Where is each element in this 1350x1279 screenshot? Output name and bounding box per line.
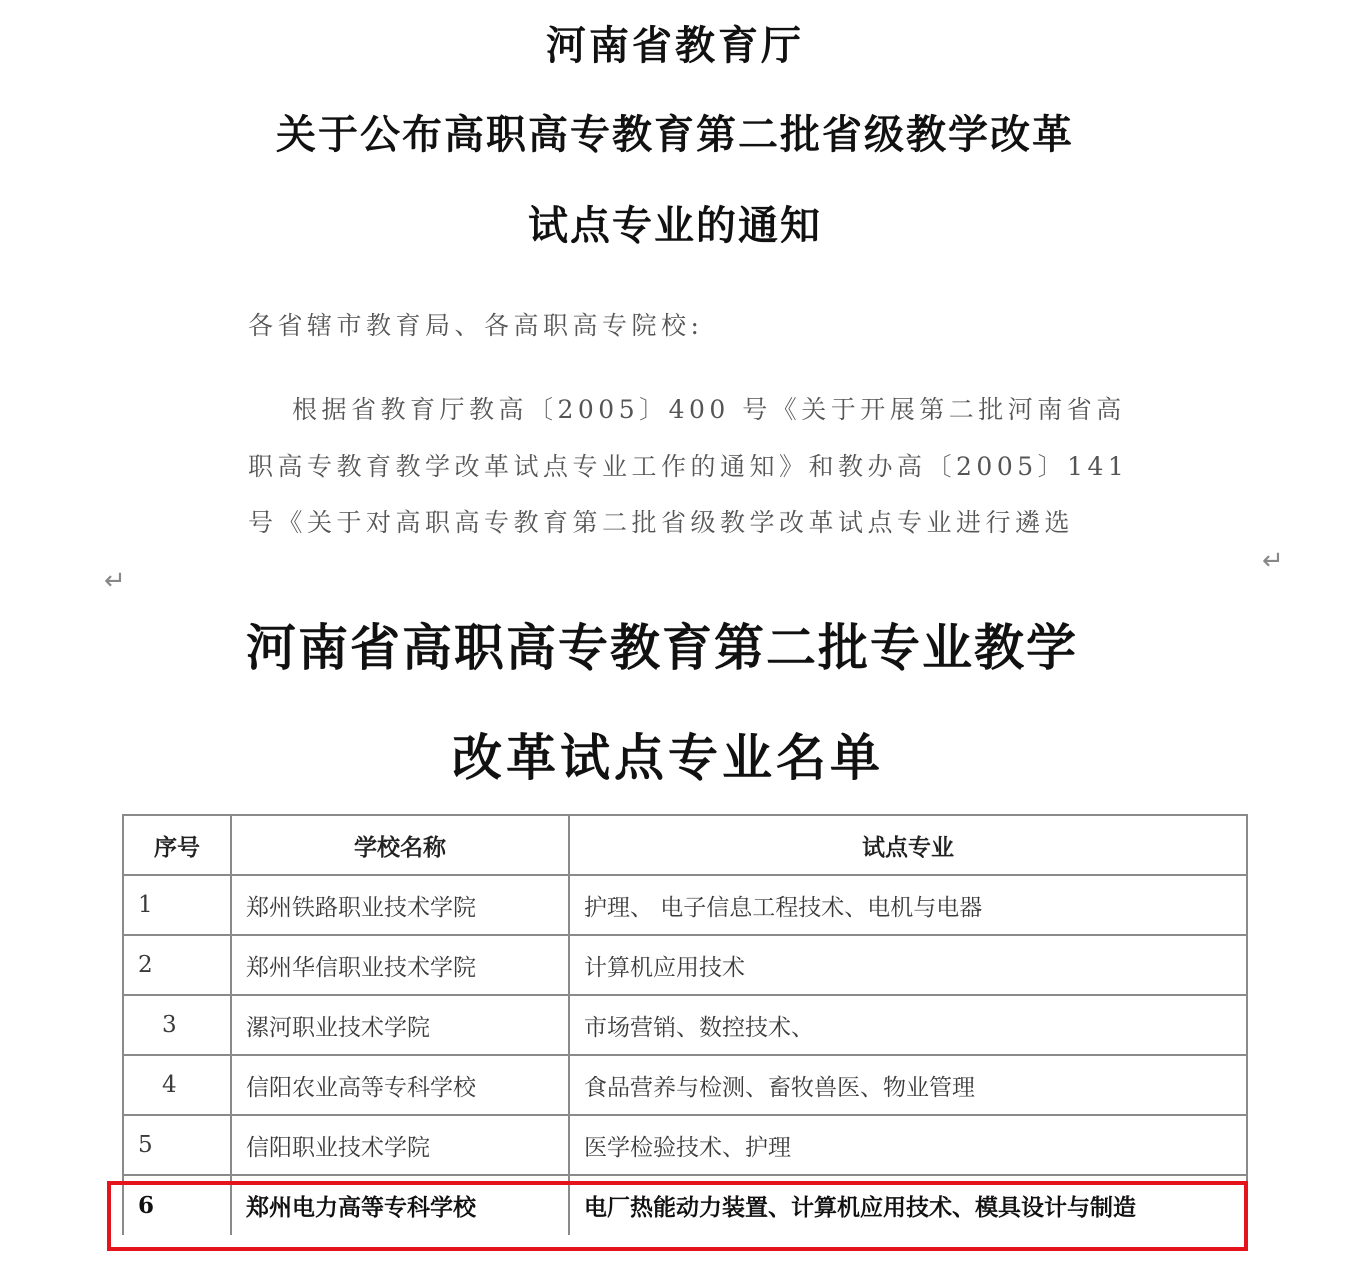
pilot-majors-table [122,814,1248,1235]
row-majors: 计算机应用技术 [569,935,1247,995]
paragraph-return-icon: ↵ [1262,546,1284,576]
row-school: 漯河职业技术学院 [231,995,569,1055]
list-title-line-2: 改革试点专业名单 [452,729,884,787]
paragraph-return-icon: ↵ [104,566,126,596]
row-index: 4 [123,1055,231,1115]
row-school: 信阳职业技术学院 [231,1115,569,1175]
salutation: 各省辖市教育局、各高职高专院校: [248,311,704,340]
row-school: 郑州铁路职业技术学院 [231,875,569,935]
table-row-highlighted [123,1175,1247,1235]
table-row [123,875,1247,935]
row-majors: 电厂热能动力装置、计算机应用技术、模具设计与制造 [569,1175,1247,1235]
header-school: 学校名称 [231,815,569,875]
issuer-heading: 河南省教育厅 [546,23,804,69]
row-index: 5 [123,1115,231,1175]
paragraph-line-1: 根据省教育厅教高〔2005〕400 号《关于开展第二批河南省高 [292,395,1126,424]
row-majors: 医学检验技术、护理 [569,1115,1247,1175]
paragraph-line-3: 号《关于对高职高专教育第二批省级教学改革试点专业进行遴选 [248,508,1075,537]
list-title-line-1: 河南省高职高专教育第二批专业教学 [246,619,1078,677]
table-row [123,995,1247,1055]
notice-title-line-1: 关于公布高职高专教育第二批省级教学改革 [276,112,1074,158]
row-school: 郑州电力高等专科学校 [231,1175,569,1235]
notice-title-line-2: 试点专业的通知 [528,203,822,249]
table-row [123,1115,1247,1175]
row-index: 6 [123,1175,231,1235]
row-school: 郑州华信职业技术学院 [231,935,569,995]
table-header-row [123,815,1247,875]
row-majors: 食品营养与检测、畜牧兽医、物业管理 [569,1055,1247,1115]
table-row [123,935,1247,995]
row-school: 信阳农业高等专科学校 [231,1055,569,1115]
table-row [123,1055,1247,1115]
paragraph-line-2: 职高专教育教学改革试点专业工作的通知》和教办高〔2005〕141 [248,452,1129,481]
row-index: 2 [123,935,231,995]
header-index: 序号 [123,815,231,875]
row-index: 3 [123,995,231,1055]
row-index: 1 [123,875,231,935]
row-majors: 护理、 电子信息工程技术、电机与电器 [569,875,1247,935]
header-majors: 试点专业 [569,815,1247,875]
row-majors: 市场营销、数控技术、 [569,995,1247,1055]
